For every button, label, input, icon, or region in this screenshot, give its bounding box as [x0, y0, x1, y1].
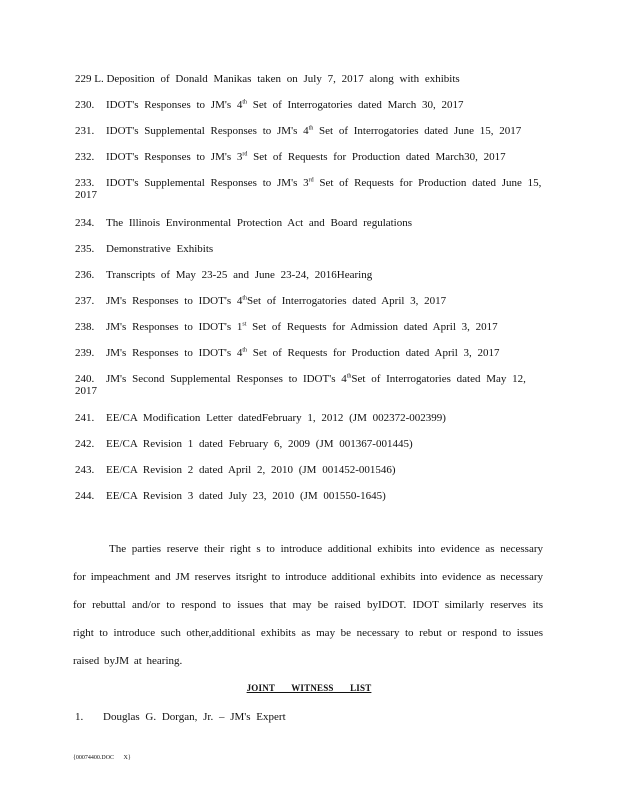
- exhibit-number: 238.: [75, 321, 95, 333]
- exhibit-ordinal: th: [242, 99, 248, 106]
- exhibit-item: [75, 438, 413, 450]
- exhibit-item: [75, 464, 396, 476]
- exhibit-text: IDOT's Responses to JM's 3: [106, 151, 243, 163]
- exhibit-number: 239.: [75, 347, 95, 359]
- exhibit-text: Set of Requests for Production dated June 15, 2017: [75, 177, 542, 201]
- exhibit-number: 236.: [75, 269, 95, 281]
- exhibit-number: 242.: [75, 438, 95, 450]
- exhibit-item: [75, 125, 521, 137]
- exhibit-number: 231.: [75, 125, 95, 137]
- exhibit-text: Deposition of Donald Manikas taken on July 7, 2017 along with exhibits: [106, 73, 460, 85]
- exhibit-text: JM's Responses to IDOT's 4: [106, 347, 243, 359]
- exhibit-text: The Illinois Environmental Protection Act and Board regulations: [106, 217, 413, 229]
- exhibit-item: [75, 490, 386, 502]
- exhibit-ordinal: th: [242, 295, 248, 302]
- exhibit-text: 229 L.: [75, 73, 104, 85]
- exhibit-text: EE/CA Modification Letter datedFebruary 1, 2012 (JM 002372-002399): [106, 412, 446, 424]
- exhibit-item: [75, 295, 446, 307]
- exhibit-item: [75, 73, 460, 85]
- exhibit-text: IDOT's Supplemental Responses to JM's 3: [106, 177, 309, 189]
- exhibit-text: Set of Interrogatories dated May 12, 2017: [75, 373, 526, 397]
- exhibit-item: [75, 321, 498, 333]
- exhibit-item: [75, 151, 506, 163]
- witness-text: Douglas G. Dorgan, Jr. – JM's Expert: [103, 711, 286, 723]
- exhibit-text: Set of Requests for Production dated March30, 2017: [247, 151, 506, 163]
- exhibit-item: [75, 99, 464, 111]
- exhibit-text: EE/CA Revision 1 dated February 6, 2009 (JM 001367-001445): [106, 438, 413, 450]
- exhibit-item: [75, 412, 446, 424]
- exhibit-item: [75, 373, 545, 397]
- exhibit-ordinal: st: [242, 321, 247, 328]
- exhibit-number: 240.: [75, 373, 95, 385]
- exhibit-text: Set of Interrogatories dated April 3, 2017: [247, 295, 447, 307]
- exhibit-number: 235.: [75, 243, 95, 255]
- exhibit-text: Set of Interrogatories dated June 15, 2017: [313, 125, 522, 137]
- exhibit-number: 232.: [75, 151, 95, 163]
- exhibit-number: 243.: [75, 464, 95, 476]
- witness-list-heading: [0, 683, 618, 693]
- exhibit-text: IDOT's Supplemental Responses to JM's 4: [106, 125, 309, 137]
- exhibit-number: 230.: [75, 99, 95, 111]
- exhibit-item: [75, 177, 545, 201]
- exhibit-text: Demonstrative Exhibits: [106, 243, 214, 255]
- exhibit-ordinal: th: [242, 347, 248, 354]
- exhibit-item: [75, 347, 500, 359]
- reservation-paragraph: The parties reserve their right s to introduce additional exhibits into evidence as necessary for impeachment and JM reserves itsright to introduce additional exhibits into evidence as necessary for rebuttal and/or to respond to issues that may be raised byIDOT. IDOT similarly reserves its right to introduce such other,additional exhibits as may be necessary to rebut or respond to issues raised byJM at hearing.: [73, 543, 543, 667]
- exhibit-text: JM's Responses to IDOT's 1: [106, 321, 243, 333]
- exhibit-ordinal: th: [346, 373, 352, 380]
- witness-list-heading-text: JOINT WITNESS LIST: [246, 683, 372, 693]
- exhibit-ordinal: rd: [242, 151, 248, 158]
- exhibit-text: Transcripts of May 23-25 and June 23-24, 2016Hearing: [106, 269, 373, 281]
- exhibit-item: [75, 269, 372, 281]
- exhibit-ordinal: rd: [308, 177, 314, 184]
- exhibit-number: 241.: [75, 412, 95, 424]
- exhibit-text: Set of Interrogatories dated March 30, 2017: [247, 99, 464, 111]
- exhibit-item: [75, 217, 412, 229]
- witness-number: 1.: [75, 711, 84, 723]
- exhibit-text: Set of Requests for Production dated April 3, 2017: [247, 347, 500, 359]
- document-footer: {00074400.DOC X}: [73, 755, 131, 761]
- witness-item: [75, 711, 286, 723]
- exhibit-text: JM's Responses to IDOT's 4: [106, 295, 243, 307]
- exhibit-number: 244.: [75, 490, 95, 502]
- exhibit-text: IDOT's Responses to JM's 4: [106, 99, 243, 111]
- exhibit-number: 233.: [75, 177, 95, 189]
- exhibit-ordinal: th: [308, 125, 314, 132]
- exhibit-number: 237.: [75, 295, 95, 307]
- exhibit-text: JM's Second Supplemental Responses to IDOT's 4: [106, 373, 347, 385]
- exhibit-text: EE/CA Revision 3 dated July 23, 2010 (JM 001550-1645): [106, 490, 386, 502]
- exhibit-item: [75, 243, 213, 255]
- exhibit-number: 234.: [75, 217, 95, 229]
- exhibit-text: Set of Requests for Admission dated April 3, 2017: [246, 321, 498, 333]
- exhibit-text: EE/CA Revision 2 dated April 2, 2010 (JM 001452-001546): [106, 464, 396, 476]
